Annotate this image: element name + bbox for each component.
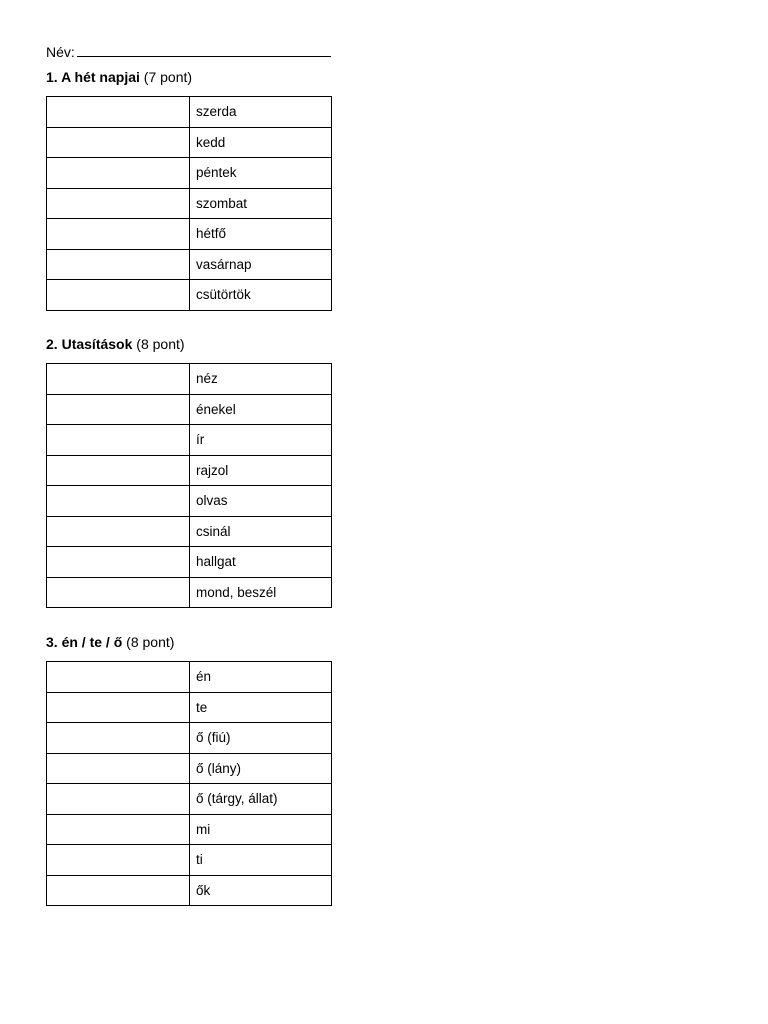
answer-cell[interactable] bbox=[47, 547, 190, 578]
word-cell: én bbox=[190, 662, 332, 693]
answer-cell[interactable] bbox=[47, 455, 190, 486]
word-cell: ők bbox=[190, 875, 332, 906]
table-row bbox=[47, 280, 332, 311]
table-row bbox=[47, 784, 332, 815]
answer-cell[interactable] bbox=[47, 158, 190, 189]
word-cell: csütörtök bbox=[190, 280, 332, 311]
section-title-text: Utasítások bbox=[61, 336, 133, 352]
table-row bbox=[47, 249, 332, 280]
answer-cell[interactable] bbox=[47, 249, 190, 280]
table-row bbox=[47, 394, 332, 425]
word-cell: hétfő bbox=[190, 219, 332, 250]
table-row bbox=[47, 158, 332, 189]
answer-cell[interactable] bbox=[47, 814, 190, 845]
answer-cell[interactable] bbox=[47, 753, 190, 784]
table-row bbox=[47, 814, 332, 845]
table-row bbox=[47, 425, 332, 456]
table-row bbox=[47, 547, 332, 578]
table-row bbox=[47, 219, 332, 250]
word-cell: néz bbox=[190, 364, 332, 395]
word-cell: vasárnap bbox=[190, 249, 332, 280]
answer-cell[interactable] bbox=[47, 723, 190, 754]
instructions-table bbox=[46, 363, 332, 608]
answer-cell[interactable] bbox=[47, 516, 190, 547]
table-row bbox=[47, 486, 332, 517]
answer-cell[interactable] bbox=[47, 662, 190, 693]
section-3-title bbox=[46, 634, 174, 650]
word-cell: szerda bbox=[190, 97, 332, 128]
table-row bbox=[47, 516, 332, 547]
table-row bbox=[47, 188, 332, 219]
section-title-text: én / te / ő bbox=[61, 634, 123, 650]
section-points: (7 pont) bbox=[143, 69, 193, 85]
answer-cell[interactable] bbox=[47, 394, 190, 425]
section-points: (8 pont) bbox=[126, 634, 175, 650]
word-cell: péntek bbox=[190, 158, 332, 189]
table-row bbox=[47, 364, 332, 395]
section-2-title bbox=[46, 336, 185, 352]
table-row bbox=[47, 753, 332, 784]
name-line bbox=[46, 43, 331, 60]
word-cell: ő (tárgy, állat) bbox=[190, 784, 332, 815]
word-cell: rajzol bbox=[190, 455, 332, 486]
section-number: 2. bbox=[46, 336, 58, 352]
section-points: (8 pont) bbox=[136, 336, 185, 352]
table-row bbox=[47, 662, 332, 693]
answer-cell[interactable] bbox=[47, 692, 190, 723]
answer-cell[interactable] bbox=[47, 875, 190, 906]
pronouns-table bbox=[46, 661, 332, 906]
word-cell: ír bbox=[190, 425, 332, 456]
answer-cell[interactable] bbox=[47, 425, 190, 456]
days-table bbox=[46, 96, 332, 311]
word-cell: szombat bbox=[190, 188, 332, 219]
word-cell: hallgat bbox=[190, 547, 332, 578]
table-row bbox=[47, 455, 332, 486]
word-cell: te bbox=[190, 692, 332, 723]
table-row bbox=[47, 577, 332, 608]
word-cell: csinál bbox=[190, 516, 332, 547]
table-row bbox=[47, 97, 332, 128]
table-row bbox=[47, 692, 332, 723]
table-row bbox=[47, 723, 332, 754]
section-title-text: A hét napjai bbox=[61, 69, 140, 85]
table-row bbox=[47, 845, 332, 876]
answer-cell[interactable] bbox=[47, 364, 190, 395]
answer-cell[interactable] bbox=[47, 845, 190, 876]
answer-cell[interactable] bbox=[47, 188, 190, 219]
word-cell: ti bbox=[190, 845, 332, 876]
answer-cell[interactable] bbox=[47, 486, 190, 517]
answer-cell[interactable] bbox=[47, 784, 190, 815]
word-cell: ő (fiú) bbox=[190, 723, 332, 754]
answer-cell[interactable] bbox=[47, 577, 190, 608]
table-row bbox=[47, 127, 332, 158]
word-cell: olvas bbox=[190, 486, 332, 517]
word-cell: ő (lány) bbox=[190, 753, 332, 784]
word-cell: mond, beszél bbox=[190, 577, 332, 608]
section-1-title bbox=[46, 69, 192, 85]
section-number: 1. bbox=[46, 69, 58, 85]
table-row bbox=[47, 875, 332, 906]
answer-cell[interactable] bbox=[47, 219, 190, 250]
answer-cell[interactable] bbox=[47, 280, 190, 311]
answer-cell[interactable] bbox=[47, 97, 190, 128]
section-number: 3. bbox=[46, 634, 58, 650]
word-cell: kedd bbox=[190, 127, 332, 158]
name-label: Név: bbox=[46, 44, 75, 60]
word-cell: mi bbox=[190, 814, 332, 845]
word-cell: énekel bbox=[190, 394, 332, 425]
answer-cell[interactable] bbox=[47, 127, 190, 158]
name-blank-field[interactable] bbox=[77, 43, 331, 57]
